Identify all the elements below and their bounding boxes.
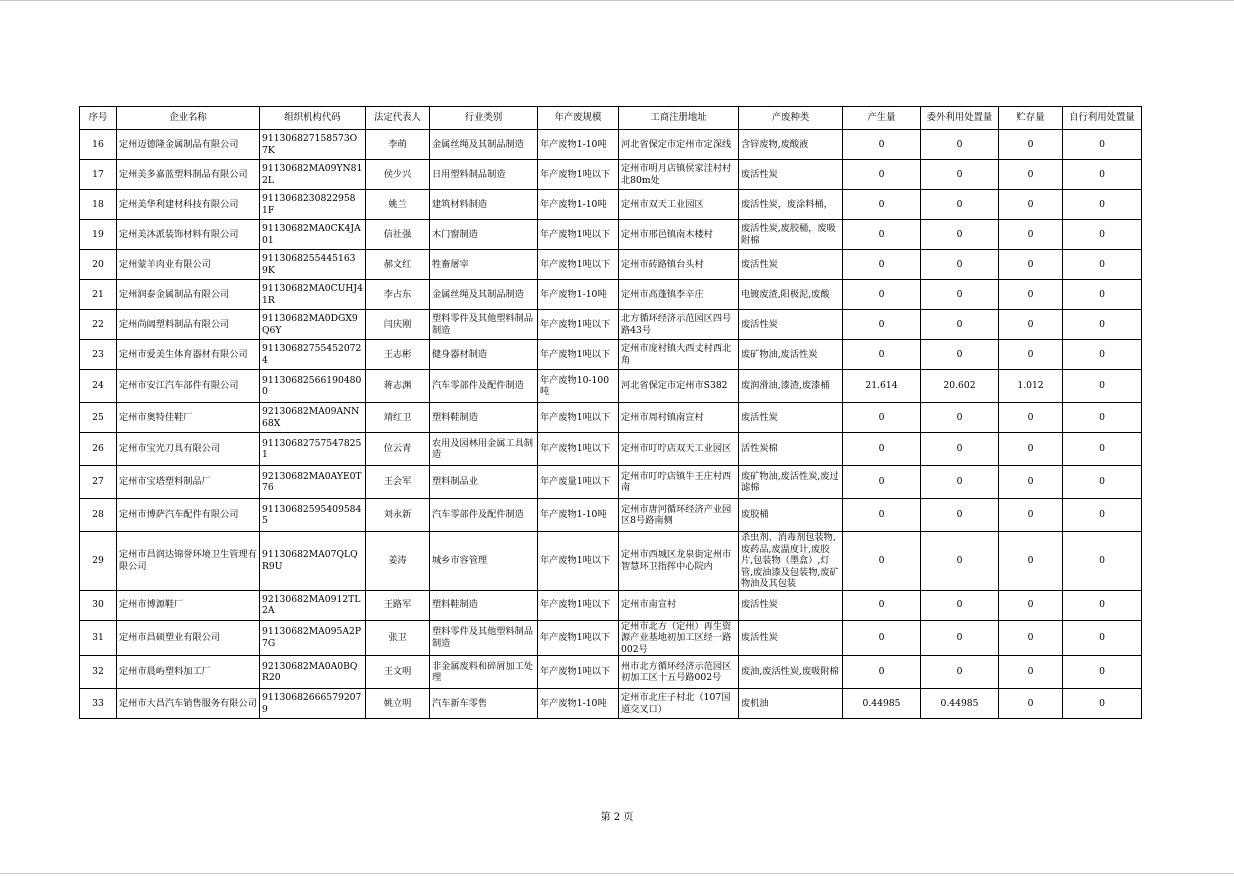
cell-index: 25 [80,403,117,433]
cell-address: 定州市叮咛店镇牛王庄村西南 [619,466,739,499]
cell-waste-type: 废活性炭 [739,160,843,190]
cell-waste-type: 废活性炭 [739,250,843,280]
cell-waste-scale: 年产废物1吨以下 [538,433,619,466]
cell-waste-scale: 年产废物10-100吨 [538,370,619,403]
cell-company-name: 定州尚阔塑料制品有限公司 [117,310,260,340]
cell-outsourced-disposal: 0.44985 [921,689,999,719]
cell-index: 24 [80,370,117,403]
cell-org-code: 91130682MA0CUHJ41R [260,280,366,310]
cell-legal-rep: 郝文红 [366,250,430,280]
cell-index: 33 [80,689,117,719]
cell-waste-type: 废机油 [739,689,843,719]
cell-waste-scale: 年产废物1-10吨 [538,190,619,220]
cell-self-disposal: 0 [1063,190,1142,220]
cell-storage: 0 [999,310,1063,340]
cell-company-name: 定州市博源鞋厂 [117,590,260,620]
table-row [80,403,1142,433]
cell-org-code: 9113068230822958 1F [260,190,366,220]
cell-company-name: 定州市宝塔塑料制品厂 [117,466,260,499]
cell-storage: 0 [999,280,1063,310]
cell-self-disposal: 0 [1063,532,1142,591]
cell-org-code: 92130682MA0912TL2A [260,590,366,620]
cell-legal-rep: 闫庆刚 [366,310,430,340]
cell-outsourced-disposal: 0 [921,532,999,591]
cell-address: 定州市砖路镇台头村 [619,250,739,280]
cell-company-name: 定州市博萨汽车配件有限公司 [117,499,260,532]
cell-self-disposal: 0 [1063,403,1142,433]
cell-index: 29 [80,532,117,591]
cell-waste-type: 废活性炭 [739,403,843,433]
cell-storage: 0 [999,220,1063,250]
cell-legal-rep: 姚立明 [366,689,430,719]
cell-company-name: 定州市爱美生体育器材有限公司 [117,340,260,370]
cell-company-name: 定州市昌润达锦誉环境卫生管理有限公司 [117,532,260,591]
cell-address: 定州市北方（定州）再生资源产业基地初加工区经一路002号 [619,620,739,656]
cell-storage: 0 [999,160,1063,190]
cell-company-name: 定州市昌硕塑业有限公司 [117,620,260,656]
cell-storage: 0 [999,590,1063,620]
cell-output: 0 [843,466,921,499]
cell-waste-scale: 年产废物1吨以下 [538,250,619,280]
cell-legal-rep: 位云青 [366,433,430,466]
cell-self-disposal: 0 [1063,280,1142,310]
cell-waste-scale: 年产废物1-10吨 [538,130,619,160]
cell-index: 28 [80,499,117,532]
cell-org-code: 911306827554520724 [260,340,366,370]
cell-output: 0.44985 [843,689,921,719]
cell-waste-type: 废活性炭 [739,310,843,340]
cell-output: 0 [843,403,921,433]
cell-waste-scale: 年产废物1-10吨 [538,499,619,532]
header-storage: 贮存量 [999,107,1063,130]
cell-storage: 0 [999,620,1063,656]
cell-storage: 0 [999,403,1063,433]
cell-self-disposal: 0 [1063,310,1142,340]
cell-industry: 塑料零件及其他塑料制品制造 [430,620,538,656]
table-row [80,190,1142,220]
cell-org-code: 92130682MA0AYE0T76 [260,466,366,499]
cell-address: 河北省保定市定州市定深线 [619,130,739,160]
table-row [80,433,1142,466]
cell-company-name: 定州美多嘉蓝塑料制品有限公司 [117,160,260,190]
cell-waste-type: 废活性炭，废涂料桶， [739,190,843,220]
cell-output: 0 [843,532,921,591]
cell-legal-rep: 张卫 [366,620,430,656]
cell-address: 定州市庞村镇大西丈村西北角 [619,340,739,370]
cell-self-disposal: 0 [1063,590,1142,620]
cell-outsourced-disposal: 0 [921,220,999,250]
cell-output: 0 [843,590,921,620]
cell-org-code: 91130682MA0CK4JA01 [260,220,366,250]
cell-waste-scale: 年产废量1吨以下 [538,466,619,499]
cell-outsourced-disposal: 0 [921,620,999,656]
table-row [80,499,1142,532]
cell-self-disposal: 0 [1063,620,1142,656]
cell-storage: 0 [999,499,1063,532]
cell-waste-scale: 年产废物1吨以下 [538,160,619,190]
cell-org-code: 91130682MA0DGX9Q6Y [260,310,366,340]
cell-waste-type: 废油,废活性炭,废吸附棉 [739,656,843,689]
cell-index: 19 [80,220,117,250]
cell-storage: 0 [999,433,1063,466]
cell-legal-rep: 靖红卫 [366,403,430,433]
cell-waste-scale: 年产废物1吨以下 [538,620,619,656]
cell-legal-rep: 李占东 [366,280,430,310]
cell-industry: 汽车新车零售 [430,689,538,719]
cell-company-name: 定州市奥特佳鞋厂 [117,403,260,433]
cell-waste-scale: 年产废物1吨以下 [538,340,619,370]
cell-index: 20 [80,250,117,280]
bottom-page-border [0,873,1234,874]
cell-legal-rep: 姜涛 [366,532,430,591]
table-row [80,130,1142,160]
cell-address: 定州市北庄子村北（107国道交叉口） [619,689,739,719]
header-self-disposal: 自行利用处置量 [1063,107,1142,130]
cell-waste-type: 废活性炭 [739,620,843,656]
cell-storage: 0 [999,466,1063,499]
cell-industry: 城乡市容管理 [430,532,538,591]
cell-company-name: 定州迈德隆金属制品有限公司 [117,130,260,160]
cell-index: 27 [80,466,117,499]
cell-index: 32 [80,656,117,689]
cell-waste-type: 废活性炭 [739,590,843,620]
cell-industry: 塑料鞋制造 [430,403,538,433]
cell-outsourced-disposal: 0 [921,590,999,620]
cell-outsourced-disposal: 0 [921,340,999,370]
cell-org-code: 911306827158573O7K [260,130,366,160]
cell-output: 0 [843,340,921,370]
cell-industry: 建筑材料制造 [430,190,538,220]
cell-org-code: 91130682MA095A2P7G [260,620,366,656]
cell-index: 18 [80,190,117,220]
cell-industry: 汽车零部件及配件制造 [430,499,538,532]
cell-org-code: 92130682MA09ANN68X [260,403,366,433]
cell-output: 0 [843,190,921,220]
cell-output: 0 [843,220,921,250]
cell-address: 北方循环经济示范园区四号路43号 [619,310,739,340]
table-row [80,340,1142,370]
cell-waste-type: 废活性炭,废胶桶，废吸附棉 [739,220,843,250]
cell-self-disposal: 0 [1063,499,1142,532]
header-industry: 行业类别 [430,107,538,130]
cell-company-name: 定州美华利建材科技有限公司 [117,190,260,220]
cell-legal-rep: 姚兰 [366,190,430,220]
cell-address: 定州市高蓬镇李辛庄 [619,280,739,310]
cell-self-disposal: 0 [1063,466,1142,499]
table-row [80,620,1142,656]
cell-waste-scale: 年产废物1-10吨 [538,689,619,719]
header-index: 序号 [80,107,117,130]
cell-output: 0 [843,433,921,466]
cell-self-disposal: 0 [1063,220,1142,250]
cell-industry: 金属丝绳及其制品制造 [430,130,538,160]
cell-industry: 农用及园林用金属工具制造 [430,433,538,466]
cell-self-disposal: 0 [1063,370,1142,403]
cell-storage: 0 [999,689,1063,719]
cell-address: 定州市双天工业园区 [619,190,739,220]
cell-outsourced-disposal: 0 [921,250,999,280]
cell-industry: 木门窗制造 [430,220,538,250]
table-row [80,656,1142,689]
cell-industry: 非金属废料和碎屑加工处理 [430,656,538,689]
cell-org-code: 911306825661904800 [260,370,366,403]
cell-waste-scale: 年产废物1吨以下 [538,532,619,591]
cell-self-disposal: 0 [1063,250,1142,280]
cell-outsourced-disposal: 0 [921,310,999,340]
cell-storage: 0 [999,190,1063,220]
cell-index: 17 [80,160,117,190]
cell-output: 0 [843,160,921,190]
table-row [80,370,1142,403]
cell-org-code: 9113068255445163 9K [260,250,366,280]
cell-legal-rep: 王路军 [366,590,430,620]
header-output: 产生量 [843,107,921,130]
table-header-row [80,107,1142,130]
cell-waste-type: 杀虫剂、消毒剂包装物,废药品,废温度计,废胶片,包装物（墨盒）,灯管,废油漆及包装物,废矿物油及其包装 [739,532,843,591]
cell-org-code: 911306825954095845 [260,499,366,532]
cell-company-name: 定州蒙羊肉业有限公司 [117,250,260,280]
cell-industry: 塑料零件及其他塑料制品制造 [430,310,538,340]
cell-org-code: 91130682MA09YN812L [260,160,366,190]
cell-outsourced-disposal: 20.602 [921,370,999,403]
header-waste-type: 产废种类 [739,107,843,130]
cell-industry: 汽车零部件及配件制造 [430,370,538,403]
cell-address: 州市北方循环经济示范园区初加工区十五号路002号 [619,656,739,689]
cell-outsourced-disposal: 0 [921,280,999,310]
cell-company-name: 定州市晨屿塑料加工厂 [117,656,260,689]
cell-waste-scale: 年产废物1吨以下 [538,590,619,620]
cell-company-name: 定州市宝光刀具有限公司 [117,433,260,466]
cell-storage: 0 [999,340,1063,370]
table-row [80,532,1142,591]
cell-address: 定州市明月店镇侯家洼村村北80m处 [619,160,739,190]
cell-self-disposal: 0 [1063,433,1142,466]
cell-industry: 健身器材制造 [430,340,538,370]
header-org-code: 组织机构代码 [260,107,366,130]
cell-outsourced-disposal: 0 [921,190,999,220]
cell-address: 定州市唐河循环经济产业园区8号路南侧 [619,499,739,532]
cell-org-code: 911306827575478251 [260,433,366,466]
header-waste-scale: 年产废规模 [538,107,619,130]
header-outsourced-disposal: 委外利用处置量 [921,107,999,130]
cell-self-disposal: 0 [1063,689,1142,719]
cell-legal-rep: 王文明 [366,656,430,689]
cell-address: 河北省保定市定州市S382 [619,370,739,403]
table-row [80,220,1142,250]
header-company-name: 企业名称 [117,107,260,130]
cell-waste-type: 废胶桶 [739,499,843,532]
cell-outsourced-disposal: 0 [921,403,999,433]
cell-legal-rep: 刘永新 [366,499,430,532]
top-page-border [0,0,1234,1]
cell-industry: 金属丝绳及其制品制造 [430,280,538,310]
cell-org-code: 92130682MA0A0BQR20 [260,656,366,689]
cell-output: 0 [843,499,921,532]
cell-address: 定州市西城区龙泉街定州市智慧环卫指挥中心院内 [619,532,739,591]
cell-org-code: 911306826665792079 [260,689,366,719]
cell-index: 31 [80,620,117,656]
cell-index: 30 [80,590,117,620]
cell-org-code: 91130682MA07QLQR9U [260,532,366,591]
cell-address: 定州市南宣村 [619,590,739,620]
table-row [80,689,1142,719]
cell-legal-rep: 王会军 [366,466,430,499]
cell-legal-rep: 王志彬 [366,340,430,370]
cell-self-disposal: 0 [1063,340,1142,370]
cell-index: 22 [80,310,117,340]
cell-index: 21 [80,280,117,310]
cell-self-disposal: 0 [1063,656,1142,689]
cell-output: 21.614 [843,370,921,403]
cell-company-name: 定州市安江汽车部件有限公司 [117,370,260,403]
cell-address: 定州市邢邑镇南木楼村 [619,220,739,250]
cell-waste-type: 活性炭棉 [739,433,843,466]
cell-outsourced-disposal: 0 [921,656,999,689]
table-row [80,160,1142,190]
cell-output: 0 [843,130,921,160]
cell-storage: 1.012 [999,370,1063,403]
cell-waste-scale: 年产废物1吨以下 [538,310,619,340]
cell-storage: 0 [999,532,1063,591]
cell-legal-rep: 李萌 [366,130,430,160]
cell-index: 16 [80,130,117,160]
cell-self-disposal: 0 [1063,160,1142,190]
cell-company-name: 定州润泰金属制品有限公司 [117,280,260,310]
cell-outsourced-disposal: 0 [921,160,999,190]
cell-output: 0 [843,250,921,280]
cell-output: 0 [843,620,921,656]
cell-company-name: 定州市大昌汽车销售服务有限公司 [117,689,260,719]
cell-output: 0 [843,656,921,689]
cell-legal-rep: 信社强 [366,220,430,250]
enterprise-table [79,106,1142,719]
cell-company-name: 定州美沐派装饰材料有限公司 [117,220,260,250]
header-address: 工商注册地址 [619,107,739,130]
cell-legal-rep: 侯少兴 [366,160,430,190]
cell-outsourced-disposal: 0 [921,433,999,466]
table-row [80,310,1142,340]
cell-legal-rep: 蒋志渊 [366,370,430,403]
cell-storage: 0 [999,656,1063,689]
cell-industry: 塑料鞋制造 [430,590,538,620]
cell-waste-scale: 年产废物1-10吨 [538,280,619,310]
cell-storage: 0 [999,250,1063,280]
cell-waste-type: 电镀废渣,阳极泥,废酸 [739,280,843,310]
cell-waste-scale: 年产废物1吨以下 [538,656,619,689]
page-number: 第 2 页 [600,812,634,823]
cell-waste-type: 废矿物油,废活性炭,废过滤棉 [739,466,843,499]
header-legal-rep: 法定代表人 [366,107,430,130]
cell-waste-scale: 年产废物1吨以下 [538,220,619,250]
cell-waste-type: 废润滑油,漆渣,废漆桶 [739,370,843,403]
cell-storage: 0 [999,130,1063,160]
table-row [80,280,1142,310]
cell-output: 0 [843,310,921,340]
cell-outsourced-disposal: 0 [921,130,999,160]
cell-index: 23 [80,340,117,370]
table-row [80,466,1142,499]
cell-address: 定州市周村镇南宣村 [619,403,739,433]
cell-outsourced-disposal: 0 [921,499,999,532]
cell-industry: 牲畜屠宰 [430,250,538,280]
cell-industry: 塑料制品业 [430,466,538,499]
table-row [80,250,1142,280]
cell-outsourced-disposal: 0 [921,466,999,499]
cell-waste-type: 含锌废物,废酸液 [739,130,843,160]
cell-waste-scale: 年产废物1吨以下 [538,403,619,433]
cell-output: 0 [843,280,921,310]
cell-industry: 日用塑料制品制造 [430,160,538,190]
table-row [80,590,1142,620]
cell-waste-type: 废矿物油,废活性炭 [739,340,843,370]
cell-self-disposal: 0 [1063,130,1142,160]
cell-index: 26 [80,433,117,466]
cell-address: 定州市叮咛店双天工业园区 [619,433,739,466]
